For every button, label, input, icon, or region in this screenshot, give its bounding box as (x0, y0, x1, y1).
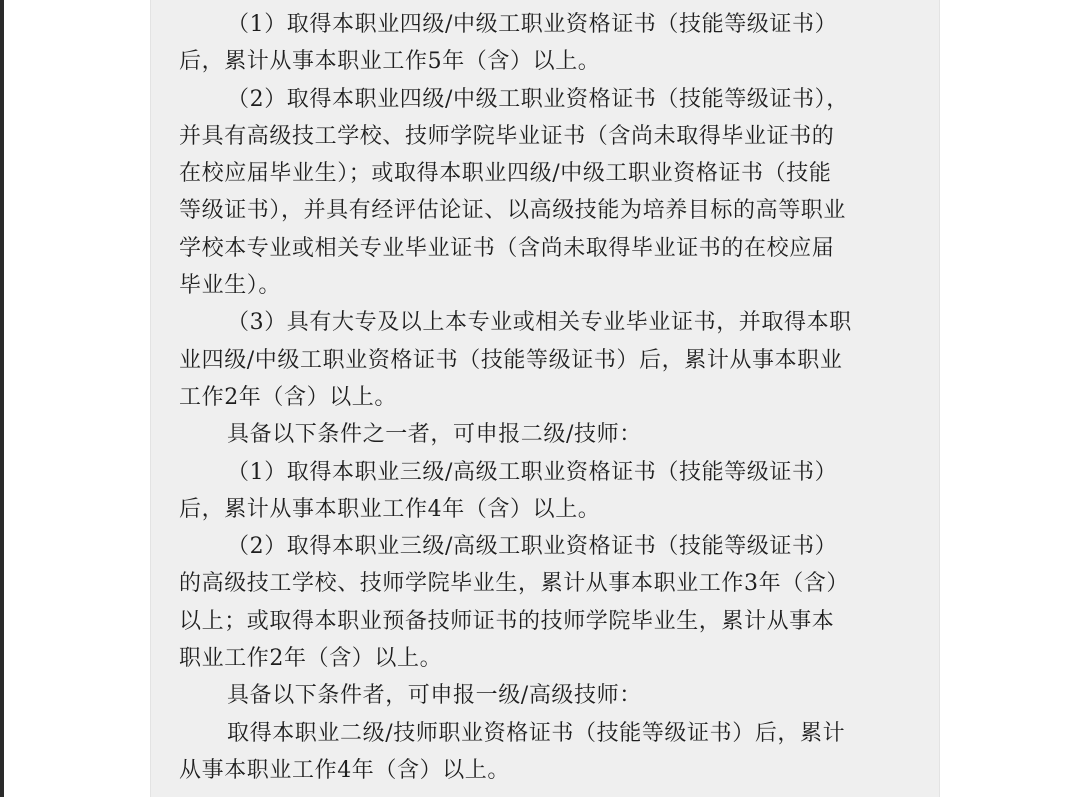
text-line: 取得本职业二级/技师职业资格证书（技能等级证书）后，累计 (227, 720, 846, 746)
text-line: 毕业生）。 (179, 273, 282, 299)
text-line: 后，累计从事本职业工作4年（含）以上。 (179, 496, 601, 522)
document-page (150, 0, 940, 797)
left-border (0, 0, 4, 797)
text-line: （2）取得本职业三级/高级工职业资格证书（技能等级证书） (227, 534, 838, 560)
text-line: 并具有高级技工学校、技师学院毕业证书（含尚未取得毕业证书的 (179, 123, 835, 149)
text-line: 具备以下条件者，可申报一级/高级技师： (227, 683, 642, 709)
text-line: 在校应届毕业生）；或取得本职业四级/中级工职业资格证书（技能 (179, 161, 832, 187)
text-line: 的高级技工学校、技师学院毕业生，累计从事本职业工作3年（含） (179, 571, 849, 597)
text-line: （1）取得本职业三级/高级工职业资格证书（技能等级证书） (227, 459, 838, 485)
text-line: （2）取得本职业四级/中级工职业资格证书（技能等级证书）， (227, 86, 849, 112)
text-line: 从事本职业工作4年（含）以上。 (179, 757, 510, 783)
text-line: 工作2年（含）以上。 (179, 384, 397, 410)
text-line: 具备以下条件之一者，可申报二级/技师： (227, 422, 642, 448)
text-line: （1）取得本职业四级/中级工职业资格证书（技能等级证书） (227, 12, 838, 37)
text-line: 等级证书），并具有经评估论证、以高级技能为培养目标的高等职业 (179, 198, 847, 224)
text-line: 以上；或取得本职业预备技师证书的技师学院毕业生，累计从事本 (179, 608, 835, 634)
text-line: 后，累计从事本职业工作5年（含）以上。 (179, 49, 601, 75)
text-line: 业四级/中级工职业资格证书（技能等级证书）后，累计从事本职业 (179, 347, 843, 373)
document-text (179, 6, 915, 789)
text-line: 学校本专业或相关专业毕业证书（含尚未取得毕业证书的在校应届 (179, 235, 835, 261)
text-line: （3）具有大专及以上本专业或相关专业毕业证书，并取得本职 (227, 310, 852, 336)
text-line: 职业工作2年（含）以上。 (179, 646, 443, 672)
